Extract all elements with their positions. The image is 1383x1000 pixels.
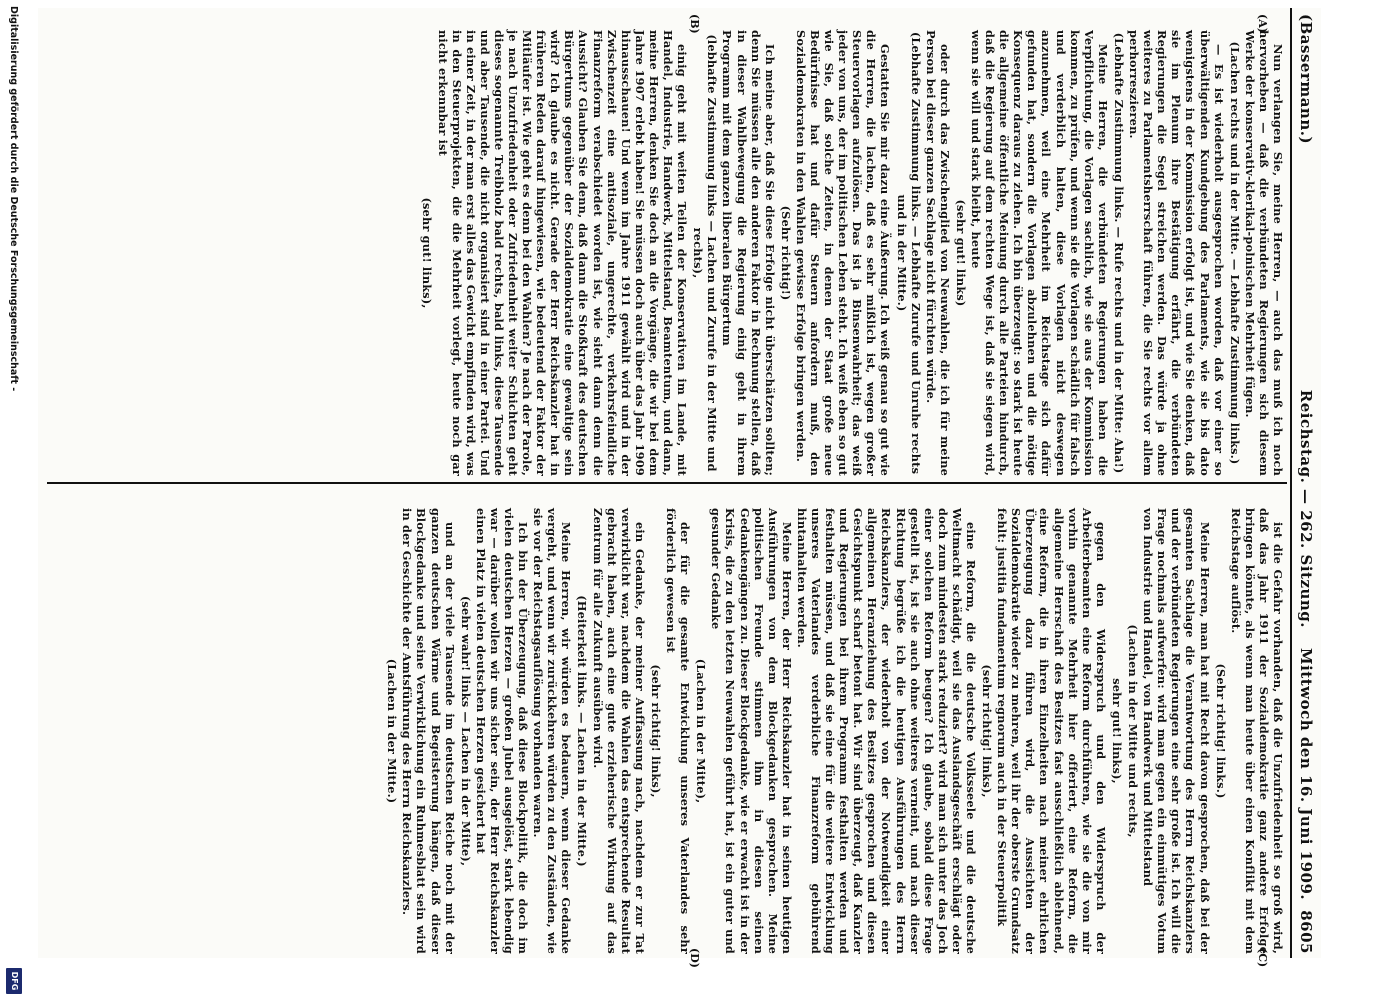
paragraph: Nun verlangen Sie, meine Herren, — auch das muß ich noch hervorheben — daß die verbündeten Regierungen sich diesem Werke der konservativ-klerikal-polnischen Mehrheit fügen.	[1242, 30, 1285, 476]
paragraph: Meine Herren, man hat mit Recht davon gesprochen, daß bei der gesamten Sachlage die Verantwortung des Herrn Reichskanzlers und der verbündeten Regierungen eine sehr große ist. Ich will die Frage nochmals aufwerfen: wird man gegen ein einmütiges Votum von Industrie und Handel, von Handwerk und Mittelstand	[1141, 508, 1212, 954]
header-rule	[1290, 8, 1292, 958]
interjection: (Lebhafte Zustimmung links. — Lebhafte Zurufe und Unruhe rechts und in der Mitte.)	[894, 31, 923, 475]
page-header	[1291, 8, 1317, 958]
margin-marker-d: (D)	[688, 948, 701, 968]
paragraph: der für die gesamte Entwicklung unseres Vaterlandes sehr förderlich gewesen ist	[664, 508, 693, 954]
paragraph: gegen den Widerspruch und den Widerspruch der Arbeiterbeamten eine Reform durchführen, wie sie die von mir vorhin genannte Mehrheit hier offeriert, eine Reform, die allgemeine Herrschaft des Besitzes fast ausschließlich ablehnend, eine Reform, die in ihren Einzelheiten nach meiner ehrlichen Überzeugung dazu führen wird, die Aussichten der Sozialdemokratie wieder zu mehren, weil ihr der oberste Grundsatz fehlt: justitia fundamentum regnorum auch in der Steuerpolitik	[995, 508, 1108, 954]
text-column-right	[383, 508, 1285, 954]
interjection: (Lachen rechts und in der Mitte. — Lebhafte Zustimmung links.)	[1227, 41, 1242, 465]
interjection: (Lachen in der Mitte.)	[385, 658, 400, 804]
paragraph: oder durch das Zwischenglied von Neuwahlen, die ich für meine Person bei dieser ganzen Sachlage nicht fürchten würde.	[923, 30, 952, 476]
paragraph: eine Reform, die die deutsche Volksseele und die deutsche Weltmacht schädigt, weil sie das Auslandsgeschäft erschlägt oder doch zum mindesten stark reduziert? wird man sich unter das Joch einer solchen Reform beugen? Ich glaube, sobald diese Frage gestellt ist, ist sie auch ohne weiteres verneint, und nach dieser Richtung begrüße ich die heutigen Ausführungen des Herrn Reichskanzlers, der wiederholt von der Notwendigkeit einer allgemeinen Heranziehung des Besitzes gesprochen und diesen Gesichtspunkt scharf betont hat. Wir sind überzeugt, daß Kanzler und Regierungen bei ihrem Programm festhalten werden und festhalten müssen, und daß sie eine für die weitere Entwicklung unseres Vaterlandes verderbliche Finanzreform gebührend hintanhalten werden.	[794, 508, 979, 954]
interjection: (sehr gut! links),	[420, 197, 435, 309]
interjection: sehr gut! links),	[1109, 678, 1124, 784]
column-divider	[47, 482, 1287, 484]
dfg-logo: DFG	[6, 968, 22, 994]
speaker-name: (Bassermann.)	[1297, 14, 1315, 145]
session-title: Reichstag. — 262. Sitzung.	[1297, 389, 1315, 628]
interjection: (Lebhafte Zustimmung links. — Rufe rechts und in der Mitte: Aha!)	[1111, 32, 1126, 474]
digitization-footer	[3, 0, 23, 1000]
paragraph: einig geht mit weiten Teilen der Konservativen im Lande, mit Handel, Industrie, Handwerk, Mittelstand, Beamtentum, und dann, meine Herren, denken Sie doch an die Vorgänge, die wir bei dem Jahre 1907 erlebt haben! Sie müssen doch auch über das Jahr 1909 hinausschauen! Und wenn im Jahre 1911 gewählt wird und in der Zwischenzeit eine antisoziale, ungerechte, verkehrsfeindliche Finanzreform verabschiedet worden ist, wie sieht dann denn die Aussicht? Glauben Sie denn, daß dann die Stoßkraft des deutschen Bürgertums gegenüber der Sozialdemokratie eine gewaltige sein wird? Ich glaube es nicht. Gerade der Herr Reichskanzler hat in früheren Reden darauf hingewiesen, wie bedeutend der Faktor der Mitläufer ist. Wie geht es denn bei den Wahlen? Je nach der Parole, je nach Unzufriedenheit oder Zufriedenheit weiter Schichten geht dieses sogenannte Treibholz bald rechts, bald links, diese Tausende und aber Tausende, die nicht organisiert sind in einer Partei. Und in einer Zeit, in der man erst alles das Gewicht empfinden wird, was in den Steuerprojekten, die die Mehrheit vorlegt, heute noch gar nicht erkennbar ist	[435, 30, 690, 476]
interjection: (sehr gut! links)	[953, 199, 968, 307]
interjection: (Sehr richtig!)	[778, 205, 793, 301]
interjection: (Heiterkeit links. — Lachen in der Mitte.)	[575, 595, 590, 867]
paragraph: Gestatten Sie mir dazu eine Äußerung. Ich weiß genau so gut wie die Herren, die lachen, daß es sehr mißlich ist, wegen großer Steuervorlagen aufzulösen. Das ist ja Binsenwahrheit; das weiß jeder von uns, der im politischen Leben steht. Ich weiß eben so gut wie Sie, daß solche Zeiten, in denen der Staat große neue Bedürfnisse hat und dafür Steuern anfordern muß, den Sozialdemokraten in den Wahlen gewisse Erfolge bringen werden.	[793, 30, 893, 476]
interjection: (Lachen in der Mitte),	[694, 658, 709, 804]
margin-marker-a: (A)	[1256, 14, 1269, 33]
margin-marker-b: (B)	[688, 14, 701, 34]
paragraph: Ich bin der Überzeugung, daß diese Blockpolitik, die doch im vielen deutschen Herzen — großen Jubel ausgelöst, stark lebendig war — darüber wollen wir uns sicher sein, der Herr Reichskanzler einen Platz in vielen deutschen Herzen gesichert hat	[473, 508, 531, 954]
funding-note: Digitalisierung gefördert durch die Deutsche Forschungsgemeinschaft -	[8, 6, 19, 392]
interjection: (sehr richtig! links),	[648, 664, 663, 798]
paragraph: Meine Herren, wir würden es bedauern, wenn dieser Gedanke vergeht, und wenn wir zurückkehren würden zu den Zuständen, wie sie vor der Reichstagsauflösung vorhanden waren.	[531, 508, 574, 954]
newspaper-page	[38, 8, 1321, 968]
paragraph: ein Gedanke, der meiner Auffassung nach, nachdem er zur Tat verwirklicht war, nachdem die Wahlen das entsprechende Resultat gebracht haben, auch eine gute erzieherische Wirkung auf das Zentrum für alle Zukunft ausüben wird.	[590, 508, 647, 954]
paragraph: ist die Gefahr vorhanden, daß die Unzufriedenheit so groß wird, daß das Jahr 1911 der Sozialdemokratie ganz andere Erfolge bringen könnte, als wenn man heute über einen Konflikt mit dem Reichstage auflöst.	[1228, 508, 1285, 954]
paragraph: Meine Herren, die verbündeten Regierungen haben die Verpflichtung, die Vorlagen sachlich, wie sie aus der Kommission kommen, zu prüfen, und wenn sie die Vorlagen schädlich für falsch und verderblich halten, diese Vorlagen nicht deswegen anzunehmen, weil eine Mehrheit im Reichstage sich dafür gefunden hat, sondern die Vorlagen abzulehnen und die nötige Konsequenz daraus zu ziehen. Ich bin überzeugt: so stark ist heute die allgemeine öffentliche Meinung durch alle Parteien hindurch, daß die Regierung auf dem rechten Wege ist, daß sie siegen wird, wenn sie will und stark bleibt, heute	[969, 30, 1110, 476]
interjection: (sehr wahr! links — Lachen in der Mitte),	[458, 595, 473, 867]
paragraph: Ich meine aber, daß Sie diese Erfolge nicht überschätzen sollten; denn Sie müssen alle den anderen Faktor in Rechnung stellen, daß in dieser Wahlbewegung die Regierung einig geht in ihrem Programm mit dem ganzen liberalen Bürgertum	[720, 30, 777, 476]
paragraph: und an der viele Tausende im deutschen Reiche noch mit der ganzen deutschen Wärme und Begeisterung hängen, daß dieser Blockgedanke und seine Verwirklichung ein Ruhmesblatt sein wird in der Geschichte der Amtsführung des Herrn Reichskanzlers.	[400, 508, 457, 954]
session-date: Mittwoch den 16. Juni 1909.	[1297, 648, 1315, 901]
interjection: (Lachen in der Mitte und rechts,	[1126, 624, 1141, 838]
interjection: (Sehr richtig! links.)	[1213, 663, 1228, 799]
paragraph: — Es ist wiederholt ausgesprochen worden, daß vor einer so überwältigenden Kundgebung des Parlaments, wie sie bis dato wenigstens in der Kommission erfolgt ist, und wie Sie denken, daß sie im Plenum ihre Bestätigung erfährt, die verbündeten Regierungen die Segel streichen werden. Das würde ja ohne weiteres zu Parlamentsherrschaft führen, die Sie rechts vor allem perhorreszieren.	[1127, 30, 1226, 476]
interjection: (sehr richtig! links),	[980, 664, 995, 798]
text-column-left	[418, 30, 1285, 476]
page-number: 8605	[1297, 910, 1315, 954]
margin-marker-c: (C)	[1256, 948, 1269, 968]
interjection: (lebhafte Zustimmung links — Lachen und Zurufe in der Mitte und rechts),	[691, 34, 720, 472]
paragraph: Meine Herren, der Herr Reichskanzler hat in seinen heutigen Ausführungen von dem Blockgedanken gesprochen. Meine politischen Freunde stimmen ihm in diesen seinen Gedankengängen zu. Dieser Blockgedanke, wie er erwacht ist in der Krisis, die zu den letzten Neuwahlen geführt hat, ist ein guter und gesunder Gedanke	[709, 508, 794, 954]
